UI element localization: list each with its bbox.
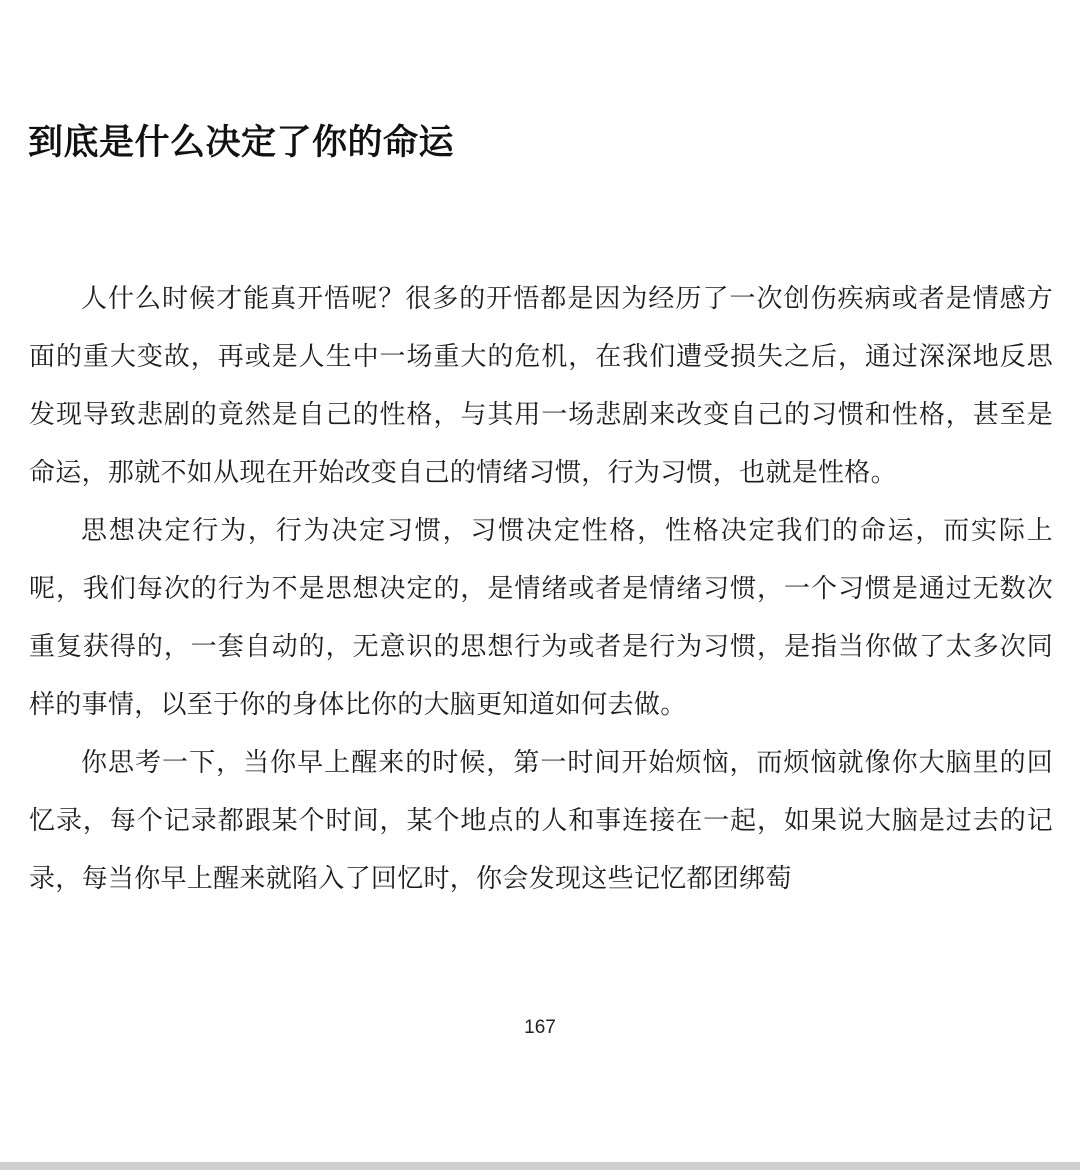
page-title: 到底是什么决定了你的命运 bbox=[28, 123, 455, 163]
paragraph-2: 思想决定行为，行为决定习惯，习惯决定性格，性格决定我们的命运，而实际上呢，我们每次的行为不是思想决定的，是情绪或者是情绪习惯，一个习惯是通过无数次重复获得的，一套自动的，无意识的思想行为或者是行为习惯，是指当你做了太多次同样的事情，以至于你的身体比你的大脑更知道如何去做。 bbox=[29, 516, 1053, 720]
paragraph-1: 人什么时候才能真开悟呢？很多的开悟都是因为经历了一次创伤疾病或者是情感方面的重大变故，再或是人生中一场重大的危机，在我们遭受损失之后，通过深深地反思发现导致悲剧的竟然是自己的性格，与其用一场悲剧来改变自己的习惯和性格，甚至是命运，那就不如从现在开始改变自己的情绪习惯，行为习惯，也就是性格。 bbox=[29, 284, 1053, 488]
paragraph-3: 你思考一下，当你早上醒来的时候，第一时间开始烦恼，而烦恼就像你大脑里的回忆录，每个记录都跟某个时间，某个地点的人和事连接在一起，如果说大脑是过去的记录，每当你早上醒来就陷入了回忆时，你会发现这些记忆都团绑萄 bbox=[29, 748, 1053, 894]
body-text bbox=[29, 270, 1053, 908]
page-number: 167 bbox=[524, 1017, 556, 1038]
bottom-divider-bar bbox=[0, 1162, 1080, 1170]
